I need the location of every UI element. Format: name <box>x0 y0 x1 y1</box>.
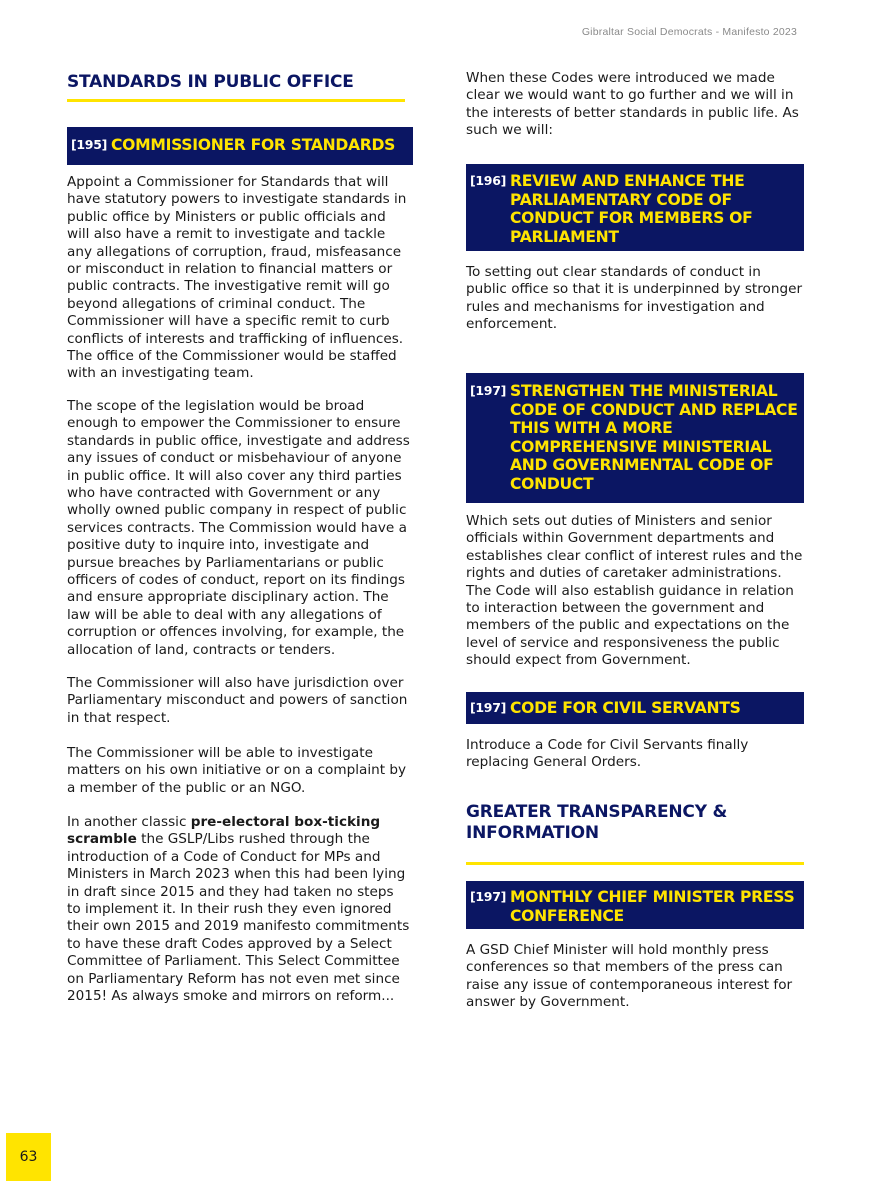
item-title: COMMISSIONER FOR STANDARDS <box>111 136 396 154</box>
item-title: STRENGTHEN THE MINISTERIAL CODE OF CONDUCT AND REPLACE THIS WITH A MORE COMPREHENSIVE MINISTERIAL AND GOVERNMENTAL CODE OF CONDUCT <box>510 382 798 493</box>
paragraph-196: To setting out clear standards of conduct in public office so that it is underpinned by stronger rules and mechanisms for investigation and enforcement. <box>466 264 803 333</box>
item-number: [197] <box>470 700 507 715</box>
p5-bold: pre-electoral box-ticking scramble <box>67 814 381 848</box>
page-number: 63 <box>6 1133 51 1181</box>
paragraph-commissioner-5 <box>67 814 410 1005</box>
item-number: [197] <box>470 889 507 904</box>
item-box-197-civil-servants <box>466 692 804 724</box>
item-number: [195] <box>71 137 108 152</box>
item-title: CODE FOR CIVIL SERVANTS <box>510 699 741 717</box>
yellow-rule <box>67 99 405 102</box>
item-box-195 <box>67 127 413 165</box>
section-heading-transparency: GREATER TRANSPARENCY & INFORMATION <box>466 802 728 843</box>
paragraph-197-press: A GSD Chief Minister will hold monthly press conferences so that members of the press can raise any issue of contemporaneous interest for answer by Government. <box>466 942 793 1011</box>
section-heading-standards: STANDARDS IN PUBLIC OFFICE <box>67 72 354 92</box>
paragraph-commissioner-3: The Commissioner will also have jurisdiction over Parliamentary misconduct and powers of sanction in that respect. <box>67 675 408 726</box>
item-box-197-press <box>466 881 804 929</box>
yellow-rule <box>466 862 804 865</box>
paragraph-intro: When these Codes were introduced we made clear we would want to go further and we will in the interests of better standards in public life. As such we will: <box>466 70 799 139</box>
paragraph-197-ministerial: Which sets out duties of Ministers and senior officials within Government departments and establishes clear conflict of interest rules and the rights and duties of caretaker administrations. The Code will also establish guidance in relation to interaction between the government and members of the public and expectations on the level of service and responsiveness the public should expect from Government. <box>466 513 803 669</box>
paragraph-197-civil-servants: Introduce a Code for Civil Servants finally replacing General Orders. <box>466 737 749 771</box>
item-title: MONTHLY CHIEF MINISTER PRESS CONFERENCE <box>510 888 795 925</box>
item-title: REVIEW AND ENHANCE THE PARLIAMENTARY CODE OF CONDUCT FOR MEMBERS OF PARLIAMENT <box>510 172 753 246</box>
paragraph-commissioner-2: The scope of the legislation would be broad enough to empower the Commissioner to ensure standards in public office, investigate and address any issues of conduct or misbehaviour of anyone in public office. It will also cover any third parties who have contracted with Government or any wholly owned public company in respect of public services contracts. The Commission would have a positive duty to inquire into, investigate and pursue breaches by Parliamentarians or public officers of codes of conduct, report on its findings and ensure appropriate disciplinary action. The law will be able to deal with any allegations of corruption or offences involving, for example, the allocation of land, contracts or tenders. <box>67 398 410 658</box>
item-number: [196] <box>470 173 507 188</box>
item-box-197-ministerial <box>466 373 804 503</box>
p5-lead: In another classic <box>67 814 191 830</box>
running-header: Gibraltar Social Democrats - Manifesto 2023 <box>581 26 797 38</box>
paragraph-commissioner-1: Appoint a Commissioner for Standards that will have statutory powers to investigate standards in public office by Ministers or public officials and will also have a remit to investigate and tackle any allegations of corruption, fraud, misfeasance or misconduct in relation to financial matters or public contracts. The investigative remit will go beyond allegations of criminal conduct. The Commissioner will have a specific remit to curb conflicts of interests and trafficking of influences. The office of the Commissioner would be staffed with an investigating team. <box>67 174 407 382</box>
item-box-196 <box>466 164 804 251</box>
item-number: [197] <box>470 383 507 398</box>
p5-rest: the GSLP/Libs rushed through the introduction of a Code of Conduct for MPs and Ministers in March 2023 when this had been lying in draft since 2015 and they had taken no steps to implement it. In their rush they even ignored their own 2015 and 2019 manifesto commitments to have these draft Codes approved by a Select Committee of Parliament. This Select Committee on Parliamentary Reform has not even met since 2015! As always smoke and mirrors on reform... <box>67 831 410 1005</box>
paragraph-commissioner-4: The Commissioner will be able to investigate matters on his own initiative or on a complaint by a member of the public or an NGO. <box>67 745 407 796</box>
